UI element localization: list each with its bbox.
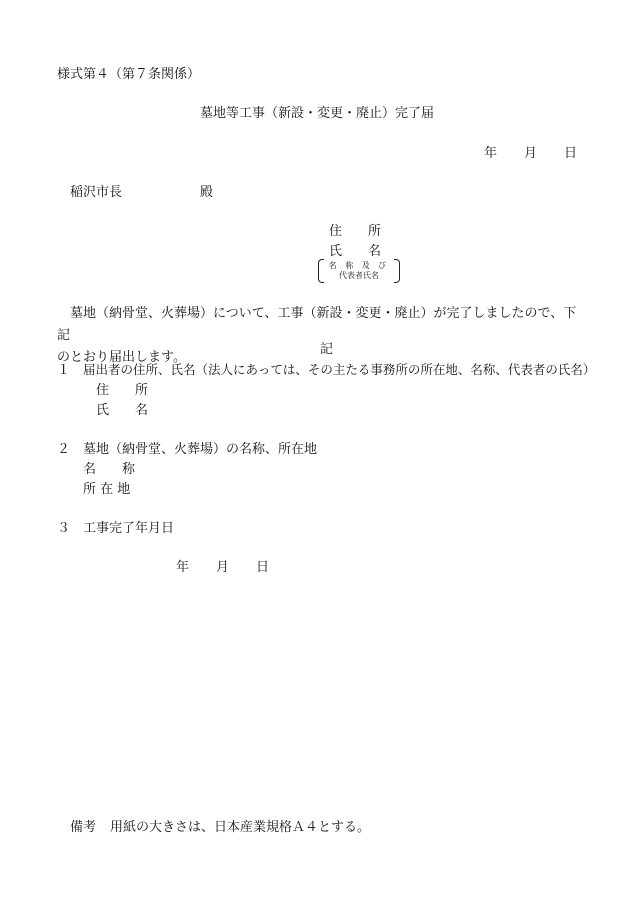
body-first-line: 墓地（納骨堂、火葬場）について、工事（新設・変更・廃止）が完了しましたので、下記 [57,306,577,343]
completion-date [176,561,269,574]
date-day: 日 [564,146,578,161]
item3-label: 工事完了年月日 [83,521,175,536]
completion-month: 月 [216,560,230,575]
form-label: 様式第４（第７条関係） [57,67,201,82]
item3-number: ３ [57,521,71,536]
applicant-address-label: 住 所 [329,224,382,239]
item2-label: 墓地（納骨堂、火葬場）の名称、所在地 [83,442,318,457]
bracket-line-1: 名 称 及 び [328,261,390,270]
document-title: 墓地等工事（新設・変更・廃止）完了届 [200,106,435,121]
completion-year: 年 [176,560,190,575]
note-label: 備考 [70,820,97,835]
addressee-name: 稲沢市長 [70,185,123,200]
item1-label: 届出者の住所、氏名（法人にあっては、その主たる事務所の所在地、名称、代表者の氏名） [83,362,596,377]
bracket-line-2: 代表者氏名 [339,271,379,280]
item1-number: １ [57,363,71,378]
applicant-name-label: 氏 名 [329,244,382,259]
addressee-honorific: 殿 [200,185,214,200]
body-second-line: のとおり届出します。 [57,350,186,365]
ki-heading: 記 [320,342,334,357]
date-year: 年 [484,146,498,161]
item1-address-label: 住 所 [96,383,149,398]
item1-name-label: 氏 名 [96,403,149,418]
item2-name-label: 名 称 [83,462,136,477]
body-paragraph [57,303,587,369]
submission-date [484,147,577,160]
note-text: 用紙の大きさは、日本産業規格Ａ４とする。 [110,820,371,835]
completion-day: 日 [256,560,270,575]
representative-bracket [318,259,400,283]
item2-number: ２ [57,442,71,457]
date-month: 月 [524,146,538,161]
item2-location-label: 所 在 地 [83,482,131,497]
